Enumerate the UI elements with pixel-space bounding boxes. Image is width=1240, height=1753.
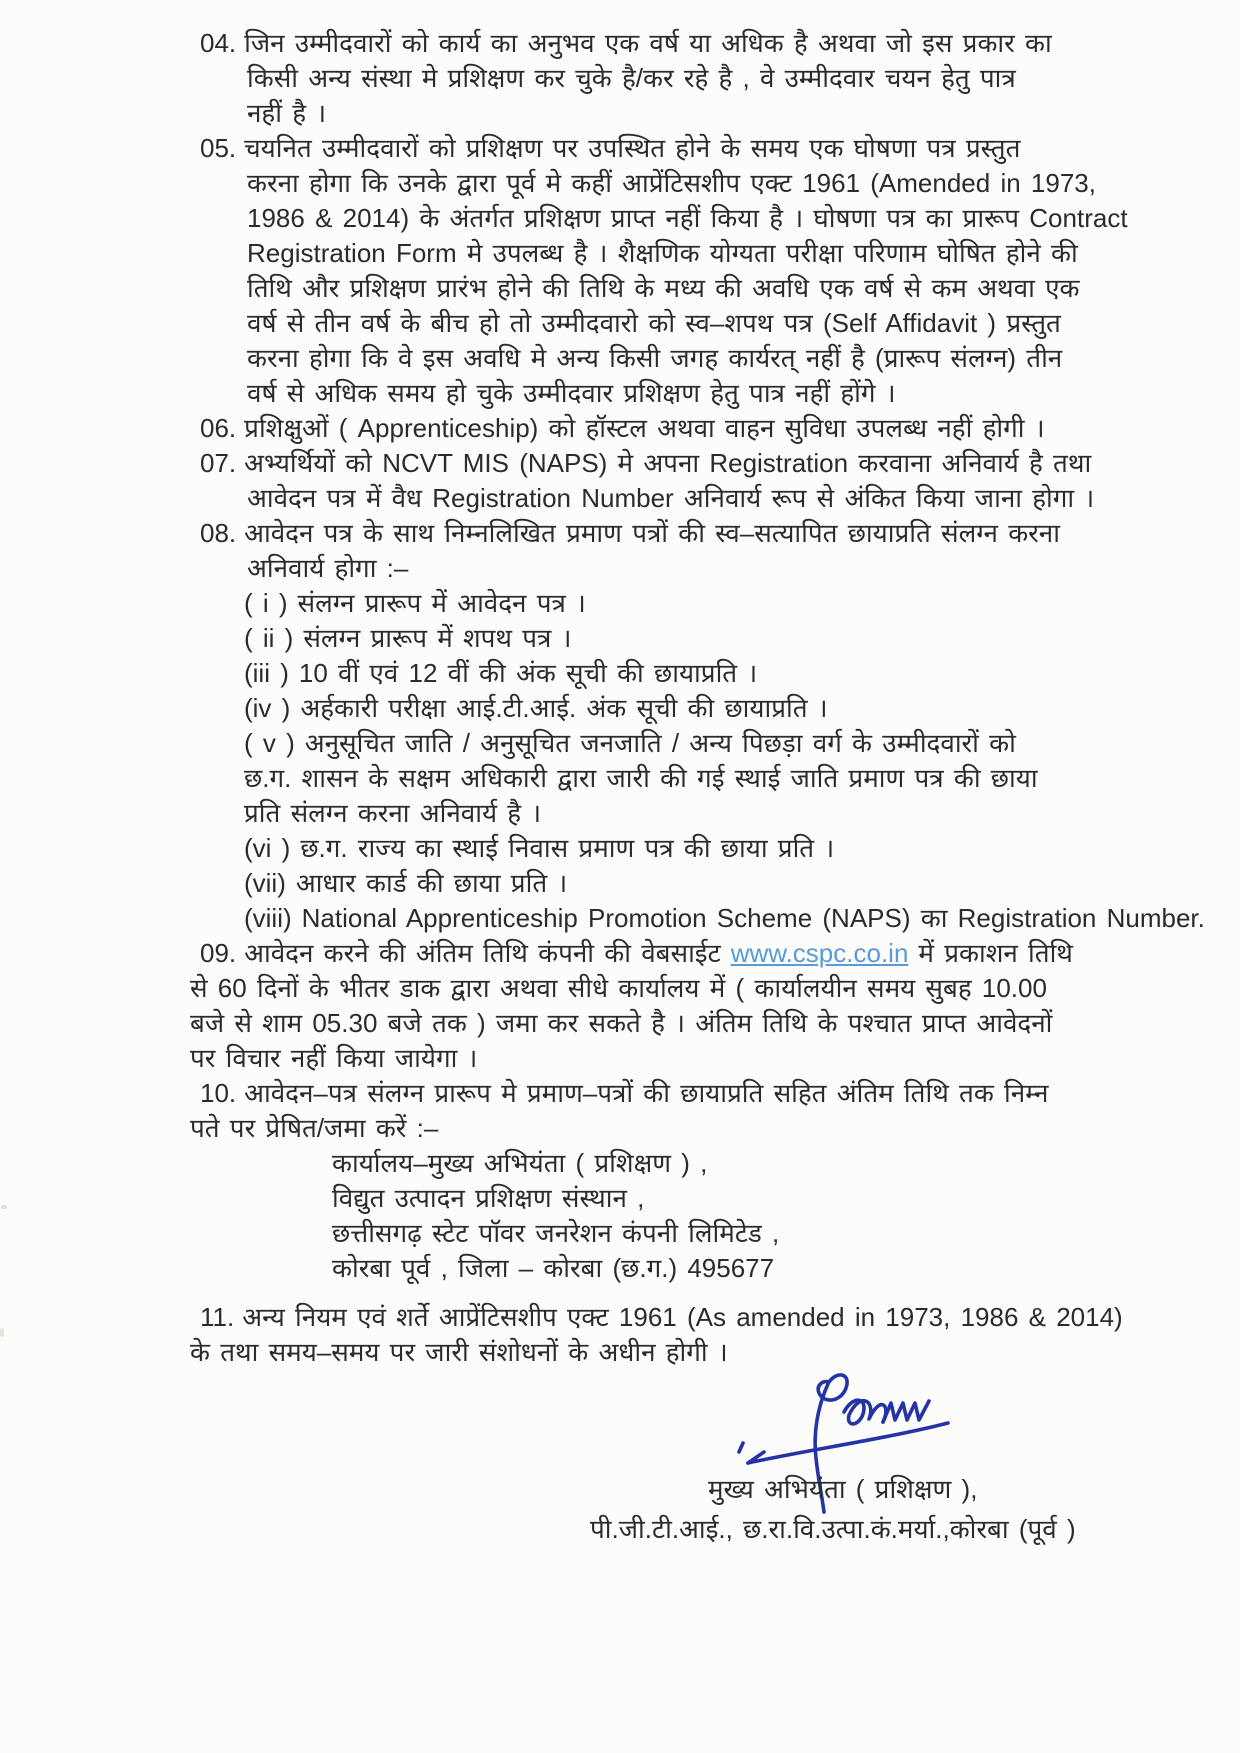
item-number: 11. xyxy=(200,1302,235,1332)
text-line: नहीं है । xyxy=(247,98,327,128)
signatory-organization: पी.जी.टी.आई., छ.रा.वि.उत्पा.कं.मर्या.,कोरबा (पूर्व ) xyxy=(590,1514,1076,1544)
text-line: प्रति संलग्न करना अनिवार्य है । xyxy=(244,798,542,828)
list-item xyxy=(190,1300,1130,1370)
item-number: 04. xyxy=(200,28,237,58)
sub-item-text: छ.ग. राज्य का स्थाई निवास प्रमाण पत्र की छाया प्रति । xyxy=(300,833,835,863)
item-text: चयनित उम्मीदवारों को प्रशिक्षण पर उपस्थित होने के समय एक घोषणा पत्र प्रस्तुत xyxy=(244,133,1021,163)
text-line: वर्ष से अधिक समय हो चुके उम्मीदवार प्रशिक्षण हेतु पात्र नहीं होंगे । xyxy=(247,378,896,408)
text-line: करना होगा कि उनके द्वारा पूर्व मे कहीं आप्रेंटिसशीप एक्ट 1961 (Amended in 1973, xyxy=(247,168,1096,198)
item-number: 08. xyxy=(200,518,237,548)
sub-list-item xyxy=(200,656,1130,691)
item-number: 10. xyxy=(200,1078,237,1108)
text-line xyxy=(200,411,1130,446)
text-line: छ.ग. शासन के सक्षम अधिकारी द्वारा जारी की गई स्थाई जाति प्रमाण पत्र की छाया xyxy=(244,763,1038,793)
item-text: आवेदन पत्र के साथ निम्नलिखित प्रमाण पत्रों की स्व–सत्यापित छायाप्रति संलग्न करना xyxy=(244,518,1060,548)
item-text: अन्य नियम एवं शर्ते आप्रेंटिसशीप एक्ट 1961 (As amended in 1973, 1986 & 2014) xyxy=(242,1302,1123,1332)
text-line: अनिवार्य होगा :– xyxy=(247,553,409,583)
list-item xyxy=(200,411,1130,446)
text-line xyxy=(200,446,1130,481)
text-line xyxy=(200,26,1130,61)
address-line: कोरबा पूर्व , जिला – कोरबा (छ.ग.) 495677 xyxy=(332,1253,775,1283)
list-item xyxy=(200,131,1130,411)
item-text: जिन उम्मीदवारों को कार्य का अनुभव एक वर्ष या अधिक है अथवा जो इस प्रकार का xyxy=(244,28,1052,58)
text-line xyxy=(200,1076,1130,1111)
item-text: प्रशिक्षुओं ( Apprenticeship) को हॉस्टल अथवा वाहन सुविधा उपलब्ध नहीं होगी । xyxy=(244,413,1045,443)
text-line: 1986 & 2014) के अंतर्गत प्रशिक्षण प्राप्त नहीं किया है । घोषणा पत्र का प्रारूप Contract xyxy=(247,203,1128,233)
sub-list-item xyxy=(200,726,1130,761)
item-number: 09. xyxy=(200,938,237,968)
text-line: Registration Form मे उपलब्ध है । शैक्षणिक योग्यता परीक्षा परिणाम घोषित होने की xyxy=(247,238,1078,268)
sub-item-label: ( i ) xyxy=(244,588,288,618)
list-item xyxy=(200,26,1130,131)
sub-item-label: (iii ) xyxy=(244,658,289,688)
text-line: करना होगा कि वे इस अवधि मे अन्य किसी जगह कार्यरत् नहीं है (प्रारूप संलग्न) तीन xyxy=(247,343,1063,373)
text-line: किसी अन्य संस्था मे प्रशिक्षण कर चुके है/कर रहे है , वे उम्मीदवार चयन हेतु पात्र xyxy=(247,63,1016,93)
text-line: के तथा समय–समय पर जारी संशोधनों के अधीन होगी । xyxy=(190,1337,728,1367)
document-body xyxy=(190,26,1205,1370)
sub-item-label: (vii) xyxy=(244,868,286,898)
sub-list-item xyxy=(200,901,1205,936)
list-item xyxy=(200,446,1130,516)
signatory-title: मुख्य अभियंता ( प्रशिक्षण ), xyxy=(708,1474,978,1504)
sub-list-item xyxy=(200,866,1130,901)
text-line xyxy=(200,516,1130,551)
text-line: बजे से शाम 05.30 बजे तक ) जमा कर सकते है । अंतिम तिथि के पश्चात प्राप्त आवेदनों xyxy=(190,1008,1053,1038)
sub-list-item xyxy=(200,586,1130,621)
list-item xyxy=(200,516,1205,936)
item-text: आवेदन–पत्र संलग्न प्रारूप मे प्रमाण–पत्रों की छायाप्रति सहित अंतिम तिथि तक निम्न xyxy=(244,1078,1049,1108)
item-text: में प्रकाशन तिथि xyxy=(918,938,1073,968)
scan-artifact xyxy=(1,1205,7,1209)
item-number: 05. xyxy=(200,133,237,163)
sub-item-text: संलग्न प्रारूप में आवेदन पत्र । xyxy=(297,588,586,618)
sub-item-text: National Apprenticeship Promotion Scheme (NAPS) का Registration Number. xyxy=(301,903,1205,933)
scan-artifact xyxy=(0,1328,4,1337)
sub-item-text: अनुसूचित जाति / अनुसूचित जनजाति / अन्य पिछड़ा वर्ग के उम्मीदवारों को xyxy=(304,728,1016,758)
sub-list-item xyxy=(200,621,1130,656)
sub-item-text: संलग्न प्रारूप में शपथ पत्र । xyxy=(303,623,572,653)
sub-item-label: (vi ) xyxy=(244,833,291,863)
sub-list-item xyxy=(200,831,1130,866)
text-line: पर विचार नहीं किया जायेगा । xyxy=(190,1043,478,1073)
list-item xyxy=(190,1076,1130,1286)
sub-item-label: (viii) xyxy=(244,903,292,933)
address-line: छत्तीसगढ़ स्टेट पॉवर जनरेशन कंपनी लिमिटेड , xyxy=(332,1218,780,1248)
text-line xyxy=(200,131,1130,166)
item-number: 06. xyxy=(200,413,237,443)
sub-item-label: (iv ) xyxy=(244,693,291,723)
text-line: आवेदन पत्र में वैध Registration Number अनिवार्य रूप से अंकित किया जाना होगा । xyxy=(247,483,1095,513)
item-number: 07. xyxy=(200,448,237,478)
sub-item-label: ( ii ) xyxy=(244,623,294,653)
text-line xyxy=(200,936,1130,971)
website-link[interactable]: www.cspc.co.in xyxy=(730,938,909,968)
sub-item-text: आधार कार्ड की छाया प्रति । xyxy=(295,868,568,898)
text-line: वर्ष से तीन वर्ष के बीच हो तो उम्मीदवारो को स्व–शपथ पत्र (Self Affidavit ) प्रस्तुत xyxy=(247,308,1061,338)
list-item xyxy=(190,936,1130,1076)
text-line: से 60 दिनों के भीतर डाक द्वारा अथवा सीधे कार्यालय में ( कार्यालयीन समय सुबह 10.00 xyxy=(190,973,1047,1003)
address-line: कार्यालय–मुख्य अभियंता ( प्रशिक्षण ) , xyxy=(332,1148,708,1178)
text-line xyxy=(200,1300,1130,1335)
sub-item-text: 10 वीं एवं 12 वीं की अंक सूची की छायाप्रति । xyxy=(298,658,758,688)
text-line: पते पर प्रेषित/जमा करें :– xyxy=(190,1113,439,1143)
sub-item-text: अर्हकारी परीक्षा आई.टी.आई. अंक सूची की छायाप्रति । xyxy=(300,693,828,723)
sub-item-label: ( v ) xyxy=(244,728,295,758)
text-line: तिथि और प्रशिक्षण प्रारंभ होने की तिथि के मध्य की अवधि एक वर्ष से कम अथवा एक xyxy=(247,273,1080,303)
sub-list-item xyxy=(200,691,1130,726)
address-line: विद्युत उत्पादन प्रशिक्षण संस्थान , xyxy=(332,1183,645,1213)
item-text: आवेदन करने की अंतिम तिथि कंपनी की वेबसाईट xyxy=(244,938,721,968)
item-text: अभ्यर्थियों को NCVT MIS (NAPS) मे अपना Registration करवाना अनिवार्य है तथा xyxy=(244,448,1092,478)
